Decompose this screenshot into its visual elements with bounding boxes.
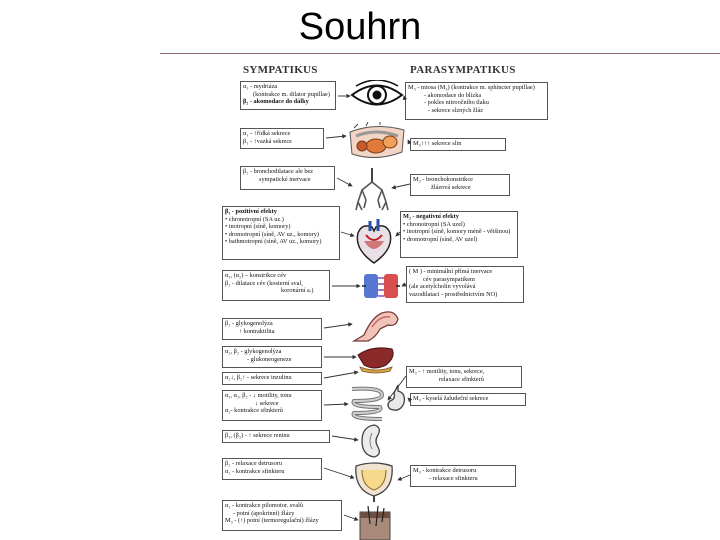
para-vessels-line: vazodilataci - prostřednictvím NO) [409,290,498,298]
symp-liver-line: - glukoneogeneze [247,355,292,363]
symp-heart-line: β₁ - pozitivní efekty [225,208,277,215]
symp-eye-line: β₂ - akomodace do dálky [243,98,309,106]
symp-muscle-line: ↑ kontraktilita [239,327,275,335]
symp-saliva-line: β₁ - ↑vazká sekrece [243,137,292,145]
para-stomach-line: M₃ - kyselá žaludeční sekrece [413,395,489,402]
para-gut-line: relaxace sfinkterů [439,375,484,383]
symp-pancreas-line: α₂↓, β₂↑ - sekrece inzulinu [225,374,292,381]
para-heart-line: • inotropní (síně, komory méně - většinou) [403,228,511,236]
para-lungs-line: žlázová sekrece [431,183,471,191]
symp-skin-line: α₁ - kontrakce pilomotor. svalů [225,502,304,509]
symp-gut-line: α₁, α₂, β₂ - ↓ motility, tonu [225,392,292,399]
symp-eye-line: α₁ - mydriáza [243,83,278,90]
symp-heart-line: • chronotropní (SA uz.) [225,215,284,223]
page-title: Souhrn [298,6,422,48]
parasympatikus-heading: PARASYMPATIKUS [410,64,516,76]
symp-bladder-line: β₂ - relaxace detrusoru [225,460,282,467]
sympatikus-heading: SYMPATIKUS [243,64,318,76]
para-vessels-line: cév parasympatikem [423,275,475,283]
symp-skin-line: - potní (apokrinní) žlázy [233,509,295,517]
para-lungs-line: M₃ - bronchokonstrikce [413,176,473,183]
symp-vessels-line: β₂ - dilatace cév (kosterní sval, [225,279,303,287]
para-eye-line: M₃ - miosa (M₃) (kontrakce m. sphincter pupillae) [408,84,535,91]
symp-skin-line: M₃ - (↑) potní (termoregulační) žlázy [225,517,319,525]
symp-kidney-line: β₁, (β₂) - ↑ sekrece reninu [225,432,290,439]
para-heart-line: M₂ - negativní efekty [403,213,459,220]
symp-vessels-line: koronární a.) [281,287,314,295]
symp-bladder-line: α₁ - kontrakce sfinkteru [225,467,285,475]
symp-saliva-line: α₁ - ↑řídká sekrece [243,130,291,137]
para-vessels-line: (ale acetylcholin vyvolává [409,283,476,291]
symp-vessels-line: α₁, (α₂) – konstrikce cév [225,272,287,279]
para-eye-line: - akomodace do blízka [424,91,482,99]
symp-muscle-line: β₂ - glykogenolýza [225,320,273,327]
para-gut-line: M₃ - ↑ motility, tonu, sekrece, [409,368,485,375]
symp-eye-line: (kontrakce m. dilator pupillae) [253,90,330,98]
para-bladder-line: M₃ - kontrakce detrusoru [413,467,477,474]
para-heart-line: • dromotropní (síně, AV uzel) [403,235,478,243]
para-bladder-line: - relaxace sfinkteru [429,474,478,482]
para-vessels-line: ( M ) - minimální přímá inervace [409,268,493,275]
symp-lungs-line: β₂ - bronchodilatace ale bez [243,168,314,175]
symp-liver-line: α₁, β₂ - glykogenolýza [225,348,282,355]
symp-heart-line: • inotropní (síně, komory) [225,223,291,231]
symp-heart-line: • bathmotropní (síně, AV uz., komory) [225,238,322,246]
para-heart-line: • chronotropní (SA uzel) [403,220,465,228]
symp-gut-line: ↓ sekrece [255,399,279,407]
symp-heart-line: • dromotropní (síně, AV uz., komory) [225,230,319,238]
para-eye-line: - sekrece slzných žláz [428,106,484,114]
symp-gut-line: α₁- kontrakce sfinkterů [225,407,283,415]
para-eye-line: - pokles nitroočního tlaku [424,99,489,107]
para-saliva-line: M₃↑↑↑ sekrece slin [413,140,462,147]
symp-lungs-line: sympatické inervace [259,175,311,183]
